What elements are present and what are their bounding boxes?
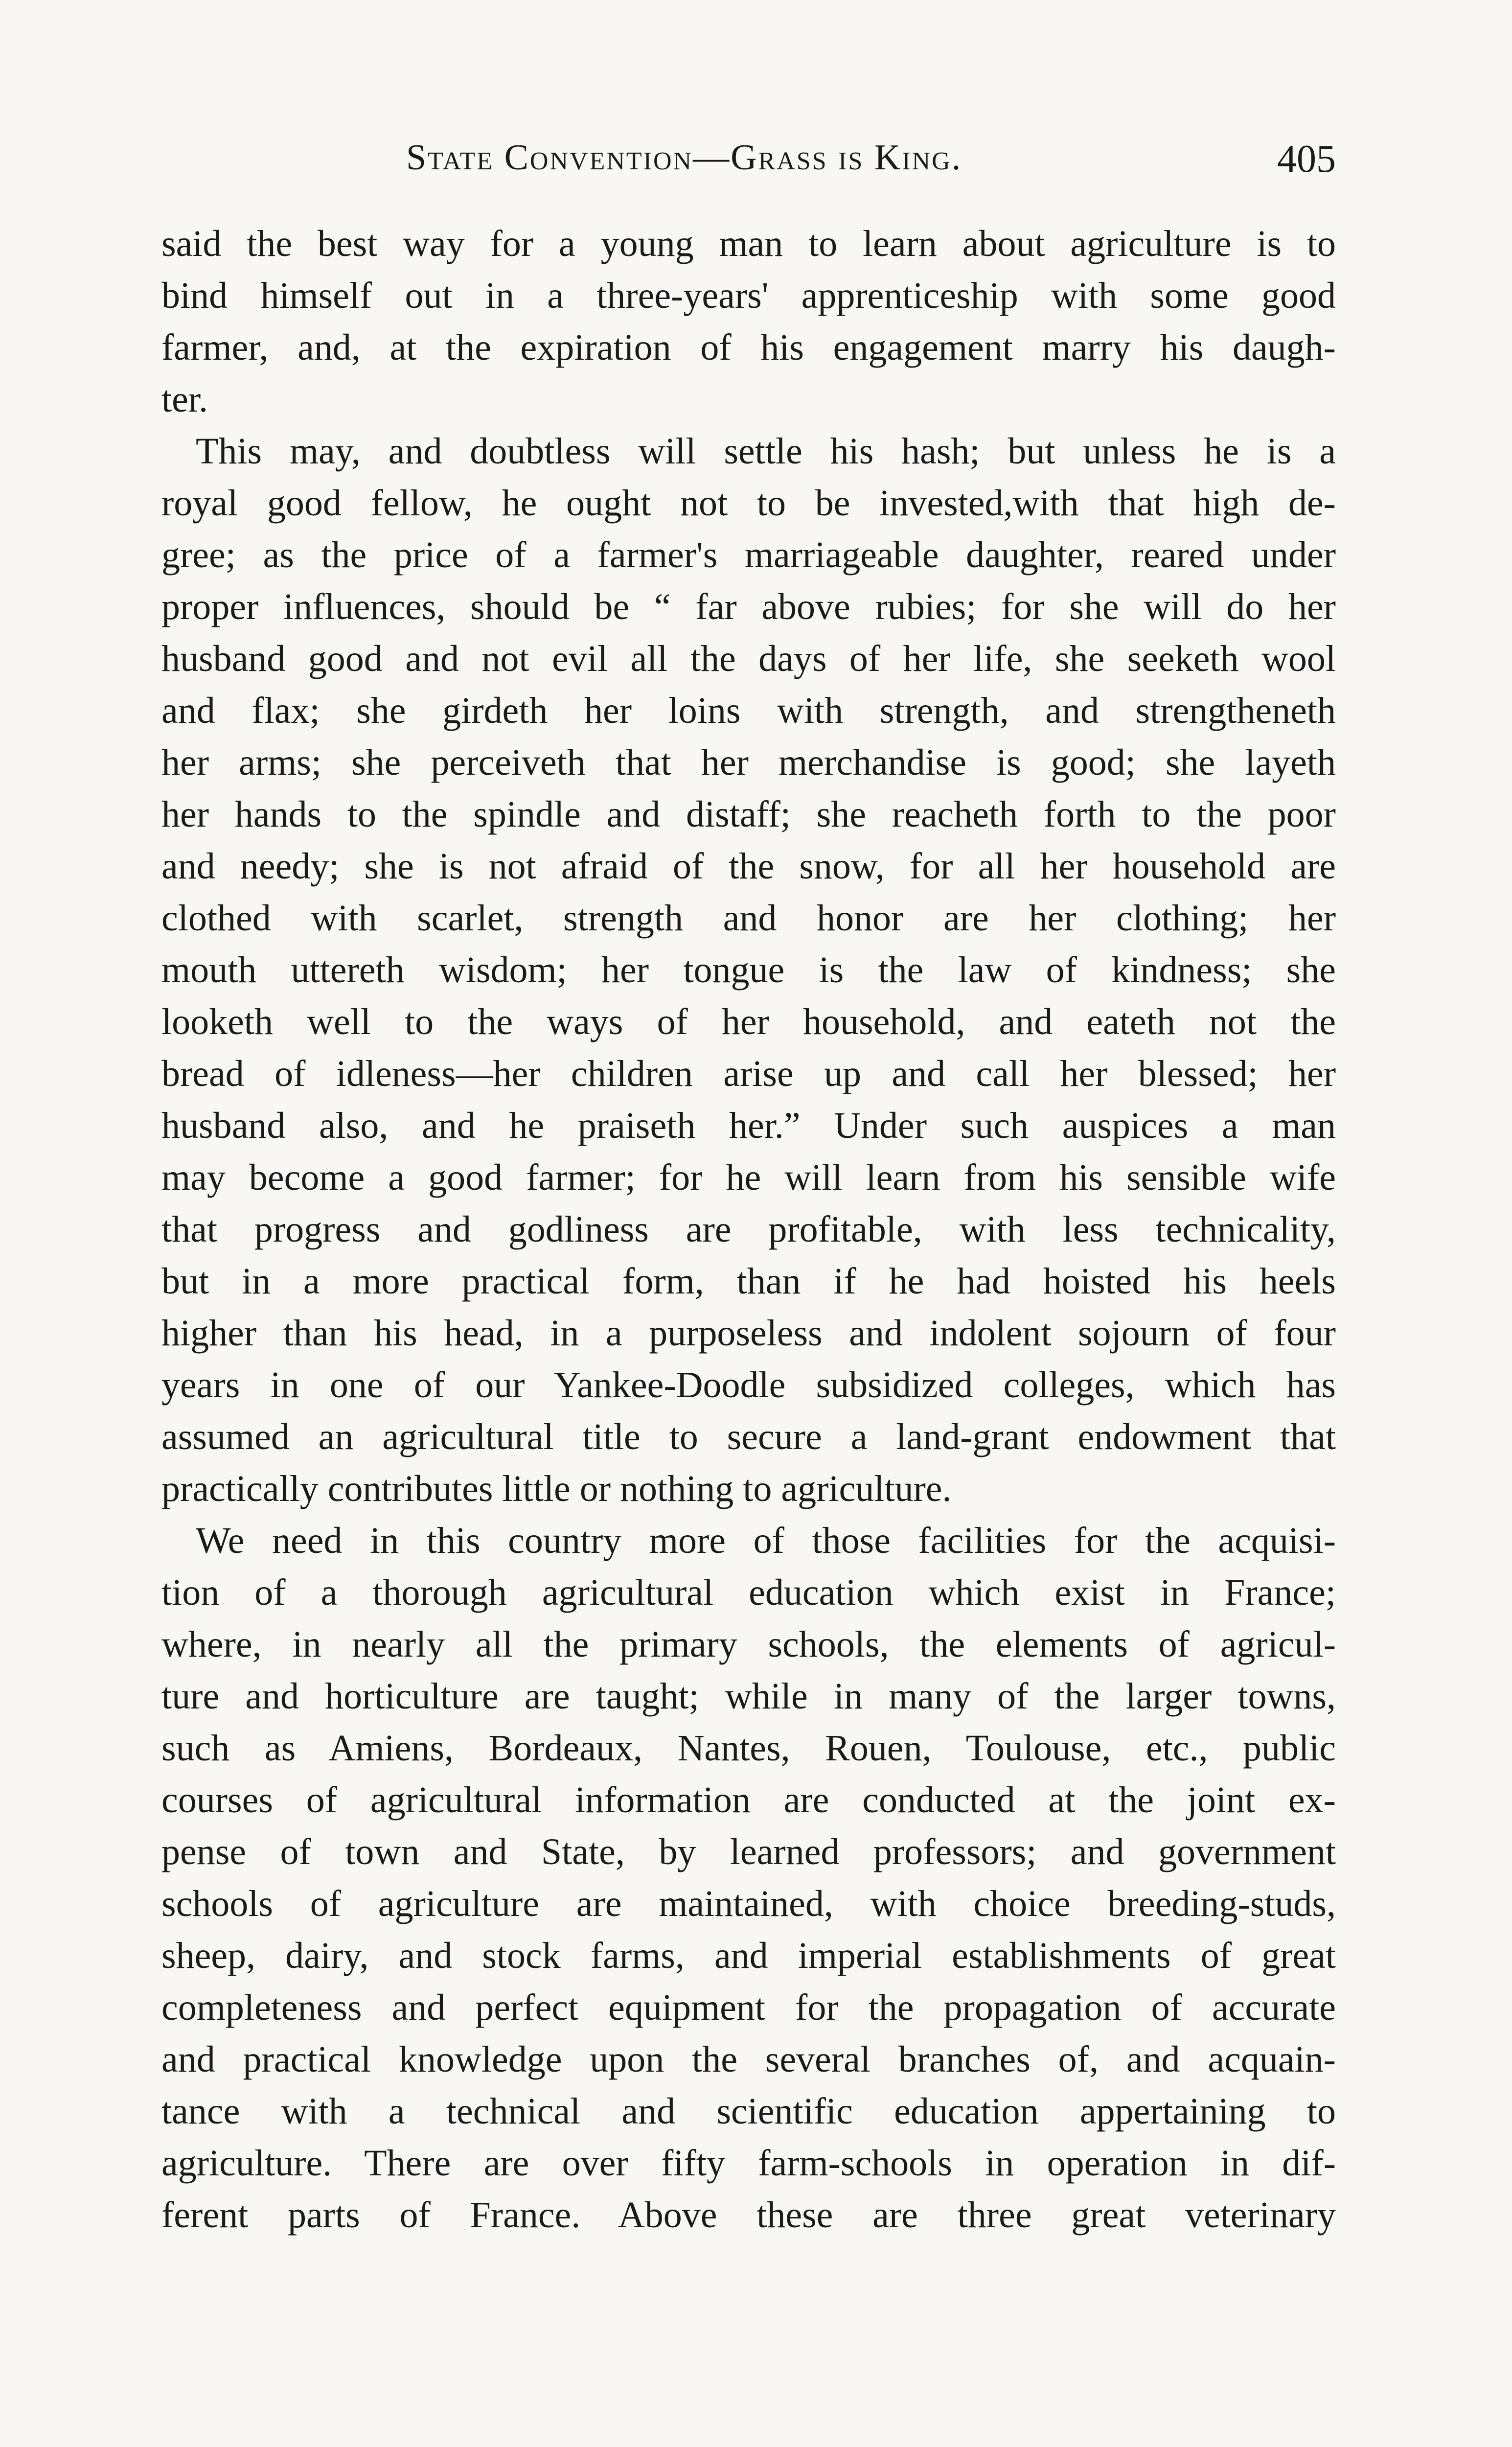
text-line: higher than his head, in a purposeless and indolent sojourn of four	[161, 1313, 1336, 1354]
text-line: husband also, and he praiseth her.” Under such auspices a man	[161, 1105, 1336, 1146]
text-line: may become a good farmer; for he will learn from his sensible wife	[161, 1157, 1336, 1198]
text-line: pense of town and State, by learned professors; and government	[161, 1831, 1336, 1872]
text-line: assumed an agricultural title to secure a land-grant endowment that	[161, 1416, 1336, 1457]
text-line: that progress and godliness are profitable, with less technicality,	[161, 1209, 1336, 1250]
text-line: schools of agriculture are maintained, with choice breeding-studs,	[161, 1883, 1336, 1924]
text-line: farmer, and, at the expiration of his engagement marry his daugh-	[161, 327, 1336, 368]
text-line: agriculture. There are over fifty farm-schools in operation in dif-	[161, 2143, 1336, 2184]
paragraph-2	[161, 425, 1336, 1515]
text-line: husband good and not evil all the days of her life, she seeketh wool	[161, 638, 1336, 679]
text-line: and needy; she is not afraid of the snow, for all her household are	[161, 846, 1336, 887]
running-head: State Convention—Grass is King.	[406, 138, 962, 178]
text-line: bind himself out in a three-years' apprenticeship with some good	[161, 275, 1336, 316]
paragraph-3	[161, 1515, 1336, 2241]
text-line: sheep, dairy, and stock farms, and imperial establishments of great	[161, 1935, 1336, 1976]
text-line: tance with a technical and scientific education appertaining to	[161, 2091, 1336, 2132]
page-header	[161, 132, 1336, 191]
text-line: such as Amiens, Bordeaux, Nantes, Rouen, Toulouse, etc., public	[161, 1728, 1336, 1769]
page-number: 405	[1277, 138, 1336, 181]
text-line: her arms; she perceiveth that her merchandise is good; she layeth	[161, 742, 1336, 783]
text-line: mouth uttereth wisdom; her tongue is the law of kindness; she	[161, 949, 1336, 991]
text-line: years in one of our Yankee-Doodle subsidized colleges, which has	[161, 1364, 1336, 1406]
text-line: and practical knowledge upon the several branches of, and acquain-	[161, 2039, 1336, 2080]
text-line: tion of a thorough agricultural education which exist in France;	[161, 1572, 1336, 1613]
text-line: This may, and doubtless will settle his hash; but unless he is a	[196, 431, 1336, 472]
text-line: clothed with scarlet, strength and honor are her clothing; her	[161, 898, 1336, 939]
text-line: and flax; she girdeth her loins with strength, and strengtheneth	[161, 690, 1336, 731]
text-line: but in a more practical form, than if he had hoisted his heels	[161, 1261, 1336, 1302]
text-line: practically contributes little or nothing to agriculture.	[161, 1468, 952, 1509]
paragraph-1	[161, 218, 1336, 425]
text-line: courses of agricultural information are conducted at the joint ex-	[161, 1779, 1336, 1821]
text-line: ture and horticulture are taught; while in many of the larger towns,	[161, 1676, 1336, 1717]
text-line: proper influences, should be “ far above rubies; for she will do her	[161, 586, 1336, 627]
text-line: We need in this country more of those facilities for the acquisi-	[196, 1520, 1336, 1561]
text-line: gree; as the price of a farmer's marriageable daughter, reared under	[161, 534, 1336, 576]
text-line: ferent parts of France. Above these are three great veterinary	[161, 2194, 1336, 2236]
text-line: where, in nearly all the primary schools, the elements of agricul-	[161, 1624, 1336, 1665]
text-line: looketh well to the ways of her household, and eateth not the	[161, 1001, 1336, 1042]
text-line: her hands to the spindle and distaff; she reacheth forth to the poor	[161, 794, 1336, 835]
text-line: bread of idleness—her children arise up and call her blessed; her	[161, 1053, 1336, 1094]
text-line: said the best way for a young man to learn about agriculture is to	[161, 223, 1336, 264]
body-text	[161, 218, 1336, 2241]
text-line: royal good fellow, he ought not to be invested,with that high de-	[161, 483, 1336, 524]
text-line: ter.	[161, 379, 208, 420]
text-line: completeness and perfect equipment for the propagation of accurate	[161, 1987, 1336, 2028]
